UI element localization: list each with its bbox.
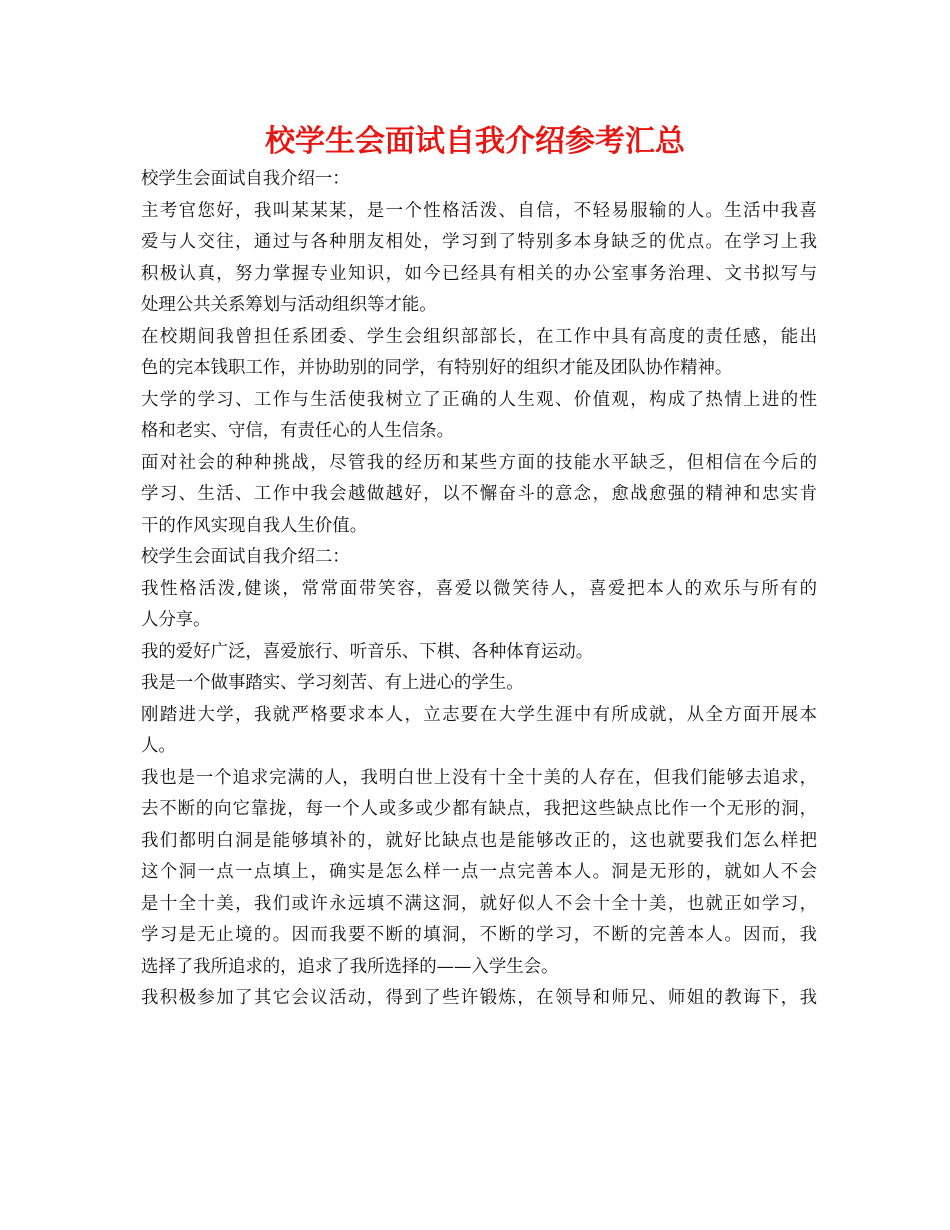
body-text-line: 学习、生活、工作中我会越做越好，以不懈奋斗的意念，愈战愈强的精神和忠实肯 xyxy=(141,484,817,504)
body-text-line: 人分享。 xyxy=(141,610,211,630)
body-text-line: 面对社会的种种挑战，尽管我的经历和某些方面的技能水平缺乏，但相信在今后的 xyxy=(141,452,817,473)
body-text-line: 是十全十美，我们或许永远填不满这洞，就好似人不会十全十美，也就正如学习， xyxy=(141,893,817,914)
body-text-line: 去不断的向它靠拢，每一个人或多或少都有缺点，我把这些缺点比作一个无形的洞， xyxy=(141,799,817,819)
body-text-line: 积极认真，努力掌握专业知识，如今已经具有相关的办公室事务治理、文书拟写与 xyxy=(141,263,817,284)
body-text-line: 在校期间我曾担任系团委、学生会组织部部长，在工作中具有高度的责任感，能出 xyxy=(141,326,817,347)
body-text-line: 刚踏进大学，我就严格要求本人，立志要在大学生涯中有所成就，从全方面开展本 xyxy=(141,704,817,725)
body-text-line: 选择了我所追求的，追求了我所选择的——入学生会。 xyxy=(141,956,559,977)
document-body xyxy=(141,164,817,1015)
body-text-line: 我性格活泼,健谈，常常面带笑容，喜爱以微笑待人，喜爱把本人的欢乐与所有的 xyxy=(141,578,817,599)
body-text-line: 我是一个做事踏实、学习刻苦、有上进心的学生。 xyxy=(141,673,524,693)
body-text-line: 大学的学习、工作与生活使我树立了正确的人生观、价值观，构成了热情上进的性 xyxy=(141,389,817,410)
body-text-line: 我积极参加了其它会议活动，得到了些许锻炼，在领导和师兄、师姐的教诲下，我 xyxy=(141,988,817,1008)
document-title: 校学生会面试自我介绍参考汇总 xyxy=(265,124,685,159)
body-text-line: 爱与人交往，通过与各种朋友相处，学习到了特别多本身缺乏的优点。在学习上我 xyxy=(141,232,817,252)
body-text-line: 主考官您好，我叫某某某，是一个性格活泼、自信，不轻易服输的人。生活中我喜 xyxy=(141,200,817,221)
body-text-line: 干的作风实现自我人生价值。 xyxy=(141,515,368,536)
body-text-line: 校学生会面试自我介绍二： xyxy=(141,547,350,567)
body-text-line: 学习是无止境的。因而我要不断的填洞，不断的学习，不断的完善本人。因而，我 xyxy=(141,925,817,945)
body-text-line: 这个洞一点一点填上，确实是怎么样一点一点完善本人。洞是无形的，就如人不会 xyxy=(141,862,817,882)
body-text-line: 我也是一个追求完满的人，我明白世上没有十全十美的人存在，但我们能够去追求， xyxy=(141,767,817,788)
body-text-line: 我们都明白洞是能够填补的，就好比缺点也是能够改正的，这也就要我们怎么样把 xyxy=(141,830,817,851)
body-text-line: 处理公共关系筹划与活动组织等才能。 xyxy=(141,295,437,315)
body-text-line: 我的爱好广泛，喜爱旅行、听音乐、下棋、各种体育运动。 xyxy=(141,641,594,662)
body-text-line: 色的完本钱职工作，并协助别的同学，有特别好的组织才能及团队协作精神。 xyxy=(141,358,733,378)
body-text-line: 校学生会面试自我介绍一： xyxy=(141,169,350,189)
body-text-line: 人。 xyxy=(141,736,176,756)
body-text-line: 格和老实、守信，有责任心的人生信条。 xyxy=(141,421,455,441)
